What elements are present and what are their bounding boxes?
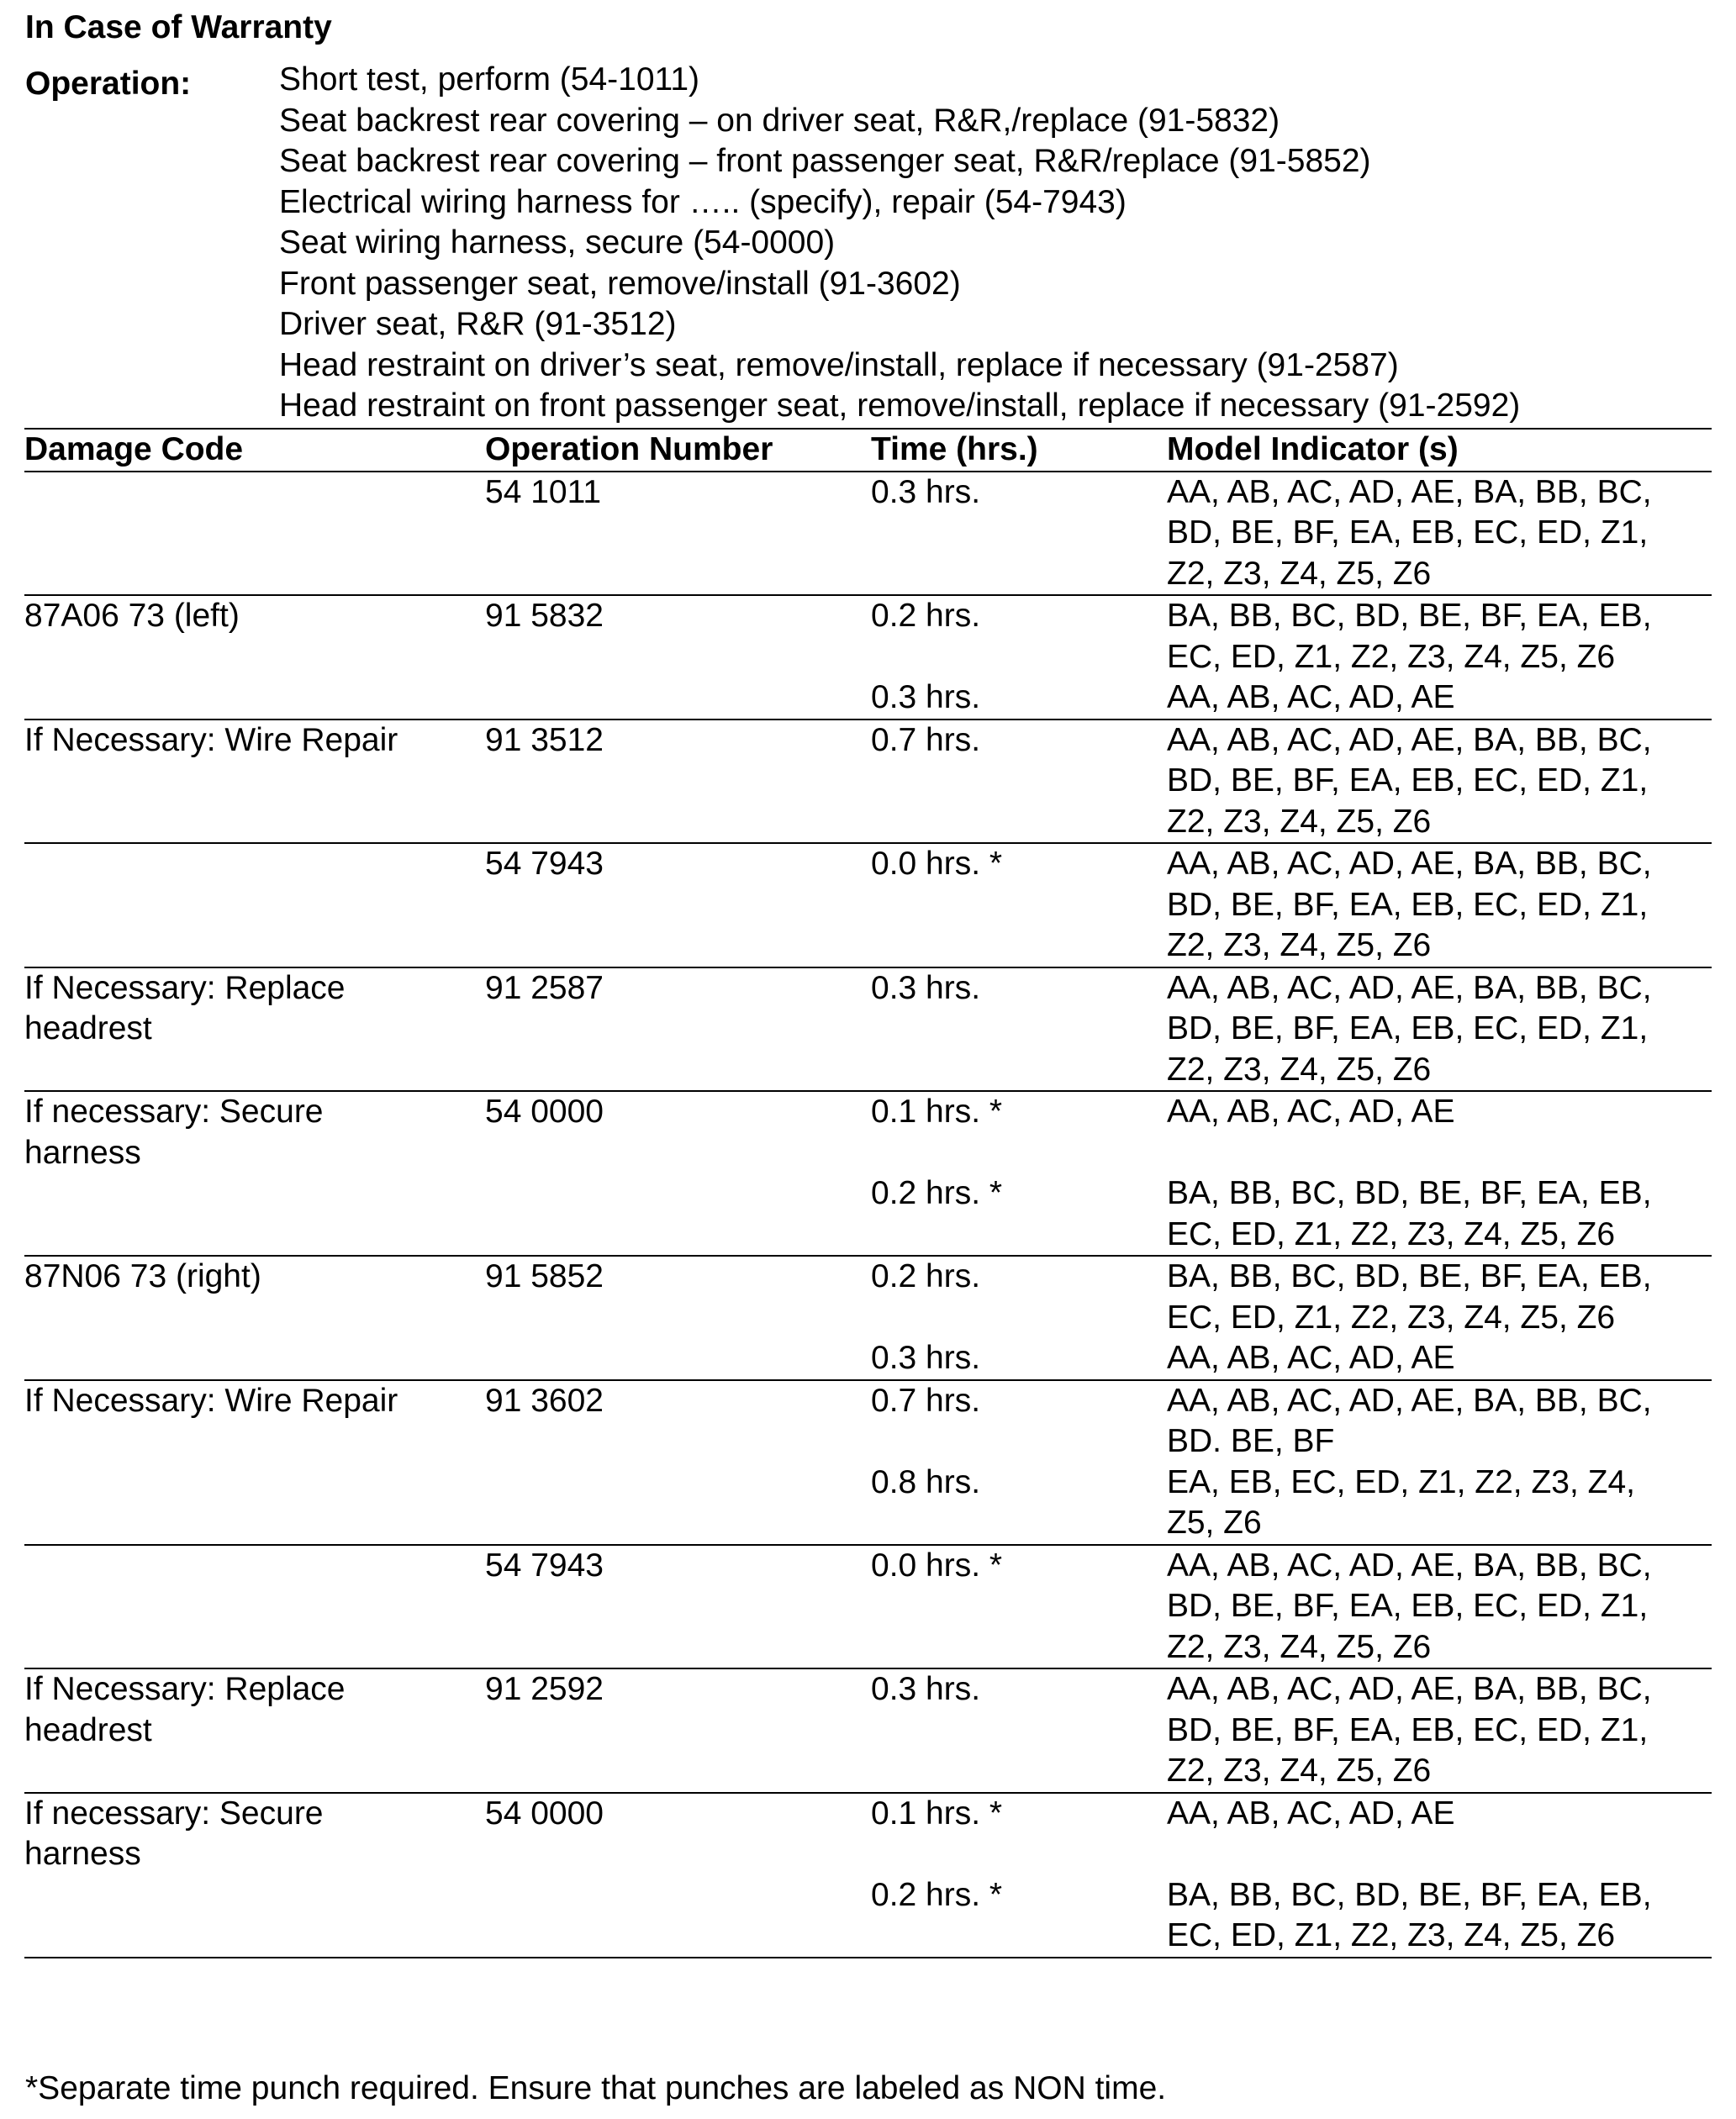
operation-item: Driver seat, R&R (91-3512) [279,306,677,342]
warranty-table [24,428,1712,1958]
time-cell: 0.7 hrs. [871,720,1167,844]
time-cell: 0.8 hrs. [871,1463,1167,1545]
operation-number-cell: 54 7943 [485,1545,871,1669]
time-cell: 0.0 hrs. * [871,843,1167,967]
operation-number-cell [485,1338,871,1380]
time-cell: 0.7 hrs. [871,1382,981,1419]
column-header-model-indicator: Model Indicator (s) [1167,429,1712,472]
operation-number-cell [485,1463,871,1545]
time-cell: 0.1 hrs. * [871,1795,1003,1832]
operation-number-cell: 91 5832 [485,598,604,634]
operation-number-cell: 54 0000 [485,1094,604,1130]
time-cell: 0.3 hrs. [871,967,1167,1092]
operation-item: Front passenger seat, remove/install (91-3602) [279,265,961,302]
time-cell: 0.3 hrs. [871,677,1167,720]
time-cell: 0.2 hrs. [871,598,981,634]
model-indicator-cell: AA, AB, AC, AD, AE, BA, BB, BC, BD, BE, BF, EA, EB, EC, ED, Z1, Z2, Z3, Z4, Z5, Z6 [1167,472,1712,596]
table-row [24,595,1712,677]
operation-item: Head restraint on driver’s seat, remove/install, replace if necessary (91-2587) [279,346,1399,383]
damage-code-cell [24,677,485,720]
operation-number-cell [485,1173,871,1256]
operation-label: Operation: [25,66,192,102]
model-indicator-cell: AA, AB, AC, AD, AE, BA, BB, BC, BD, BE, BF, EA, EB, EC, ED, Z1, Z2, Z3, Z4, Z5, Z6 [1167,1545,1712,1669]
time-cell: 0.2 hrs. * [871,1173,1167,1256]
operation-number-cell: 91 2592 [485,1668,871,1793]
damage-code-cell: If Necessary: Replace headrest [24,967,485,1092]
model-indicator-cell: AA, AB, AC, AD, AE, BA, BB, BC, BD, BE, BF, EA, EB, EC, ED, Z1, Z2, Z3, Z4, Z5, Z6 [1167,720,1712,844]
table-row [24,677,1712,720]
operation-item: Head restraint on front passenger seat, remove/install, replace if necessary (91-2592) [279,387,1521,424]
table-row [24,1668,1712,1793]
operation-number-cell: 91 2587 [485,967,871,1092]
damage-code-cell: 87A06 73 (left) [24,598,240,634]
operation-number-cell [485,1875,871,1958]
column-header-time: Time (hrs.) [871,429,1167,472]
damage-code-cell [24,472,485,596]
model-indicator-cell: AA, AB, AC, AD, AE [1167,1094,1455,1130]
table-row [24,1091,1712,1173]
table-row [24,1380,1712,1463]
time-cell: 0.0 hrs. * [871,1545,1167,1669]
table-row [24,1463,1712,1545]
operation-list [279,60,1520,427]
damage-code-cell [24,1463,485,1545]
table-row [24,1173,1712,1256]
model-indicator-cell: AA, AB, AC, AD, AE, BA, BB, BC, BD. BE, BF [1167,1382,1652,1459]
model-indicator-cell: AA, AB, AC, AD, AE, BA, BB, BC, BD, BE, BF, EA, EB, EC, ED, Z1, Z2, Z3, Z4, Z5, Z6 [1167,1668,1712,1793]
table-row [24,1338,1712,1380]
damage-code-cell: If necessary: Secure harness [24,1795,324,1872]
table-row [24,967,1712,1092]
time-cell: 0.2 hrs. [871,1258,981,1294]
model-indicator-cell: AA, AB, AC, AD, AE [1167,1795,1455,1832]
model-indicator-cell: AA, AB, AC, AD, AE, BA, BB, BC, BD, BE, BF, EA, EB, EC, ED, Z1, Z2, Z3, Z4, Z5, Z6 [1167,967,1712,1092]
time-cell: 0.3 hrs. [871,1338,1167,1380]
damage-code-cell [24,1545,485,1669]
footnote: *Separate time punch required. Ensure that punches are labeled as NON time. [25,2070,1167,2106]
operation-number-cell: 54 7943 [485,843,871,967]
operation-number-cell: 91 5852 [485,1258,604,1294]
model-indicator-cell: EA, EB, EC, ED, Z1, Z2, Z3, Z4, Z5, Z6 [1167,1463,1712,1545]
table-row [24,720,1712,844]
damage-code-cell: If Necessary: Replace headrest [24,1668,485,1793]
operation-number-cell: 54 0000 [485,1795,604,1832]
model-indicator-cell: AA, AB, AC, AD, AE [1167,677,1712,720]
time-cell: 0.2 hrs. * [871,1875,1167,1958]
damage-code-cell: If necessary: Secure harness [24,1094,324,1171]
damage-code-cell [24,843,485,967]
operation-item: Seat backrest rear covering – on driver seat, R&R,/replace (91-5832) [279,102,1280,139]
table-row [24,1545,1712,1669]
time-cell: 0.1 hrs. * [871,1094,1003,1130]
table-row [24,1875,1712,1958]
damage-code-cell [24,1173,485,1256]
operation-number-cell: 91 3512 [485,720,871,844]
time-cell: 0.3 hrs. [871,472,1167,596]
model-indicator-cell: AA, AB, AC, AD, AE [1167,1338,1712,1380]
damage-code-cell [24,1875,485,1958]
column-header-operation-number: Operation Number [485,429,871,472]
time-cell: 0.3 hrs. [871,1668,1167,1793]
table-header-row [24,429,1712,472]
table-row [24,472,1712,596]
damage-code-cell: 87N06 73 (right) [24,1258,261,1294]
damage-code-cell [24,1338,485,1380]
operation-number-cell: 54 1011 [485,472,871,596]
operation-number-cell [485,677,871,720]
column-header-damage-code: Damage Code [24,429,485,472]
operation-item: Seat backrest rear covering – front passenger seat, R&R/replace (91-5852) [279,143,1371,179]
table-row [24,1256,1712,1338]
table-row [24,843,1712,967]
table-row [24,1793,1712,1875]
page-title: In Case of Warranty [25,9,332,45]
damage-code-cell: If Necessary: Wire Repair [24,1382,398,1419]
model-indicator-cell: BA, BB, BC, BD, BE, BF, EA, EB, EC, ED, Z1, Z2, Z3, Z4, Z5, Z6 [1167,598,1652,675]
model-indicator-cell: BA, BB, BC, BD, BE, BF, EA, EB, EC, ED, Z1, Z2, Z3, Z4, Z5, Z6 [1167,1875,1712,1958]
operation-item: Electrical wiring harness for ….. (specify), repair (54-7943) [279,183,1127,220]
model-indicator-cell: BA, BB, BC, BD, BE, BF, EA, EB, EC, ED, Z1, Z2, Z3, Z4, Z5, Z6 [1167,1173,1712,1256]
operation-item: Seat wiring harness, secure (54-0000) [279,224,836,261]
operation-number-cell: 91 3602 [485,1382,604,1419]
model-indicator-cell: BA, BB, BC, BD, BE, BF, EA, EB, EC, ED, Z1, Z2, Z3, Z4, Z5, Z6 [1167,1258,1652,1336]
model-indicator-cell: AA, AB, AC, AD, AE, BA, BB, BC, BD, BE, BF, EA, EB, EC, ED, Z1, Z2, Z3, Z4, Z5, Z6 [1167,843,1712,967]
operation-item: Short test, perform (54-1011) [279,61,699,98]
damage-code-cell: If Necessary: Wire Repair [24,720,485,844]
